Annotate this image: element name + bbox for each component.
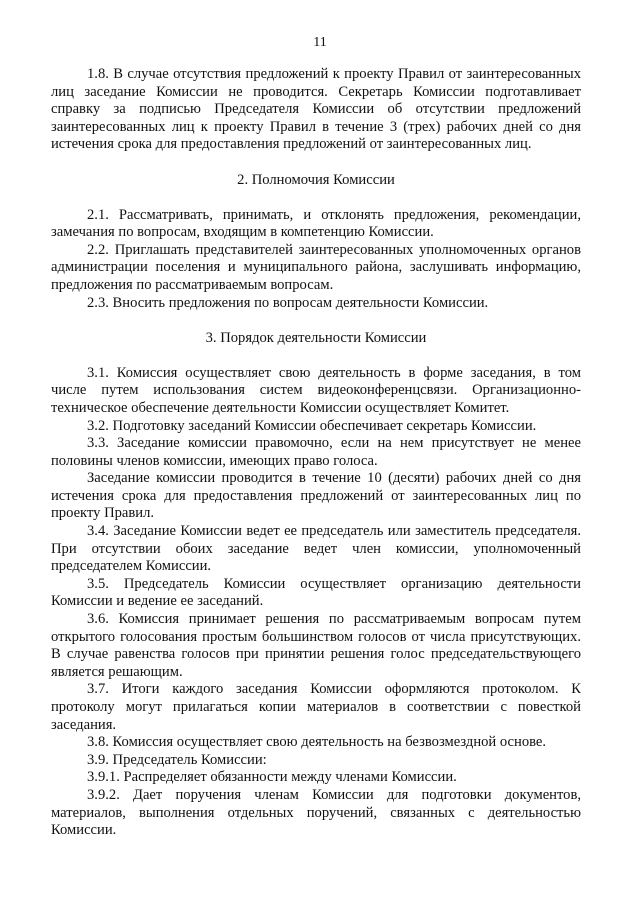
paragraph-3-4: 3.4. Заседание Комиссии ведет ее председатель или заместитель председателя. При отсутствии обоих заседание ведет член комиссии, уполномоченный председателем Комиссии. (51, 523, 581, 575)
paragraph-2-1: 2.1. Рассматривать, принимать, и отклонять предложения, рекомендации, замечания по вопросам, входящим в компетенцию Комиссии. (51, 206, 581, 241)
document-body (51, 66, 581, 840)
page-number: 11 (313, 35, 327, 50)
paragraph-2-3: 2.3. Вносить предложения по вопросам деятельности Комиссии. (87, 294, 489, 311)
section-heading-3: 3. Порядок деятельности Комиссии (205, 330, 427, 347)
paragraph-3-1: 3.1. Комиссия осуществляет свою деятельность в форме заседания, в том числе путем использования систем видеоконференцсвязи. Организационно-техническое обеспечение деятельности Комиссии осуществляет Комитет. (51, 364, 581, 416)
paragraph-3-3-meeting-term: Заседание комиссии проводится в течение 10 (десяти) рабочих дней со дня истечения срока для предоставления предложений от заинтересованных лиц по проекту Правил. (51, 470, 581, 522)
paragraph-3-9: 3.9. Председатель Комиссии: (87, 751, 267, 768)
paragraph-3-9-2: 3.9.2. Дает поручения членам Комиссии для подготовки документов, материалов, выполнения отдельных поручений, связанных с деятельностью Комиссии. (51, 786, 581, 839)
section-heading-2: 2. Полномочия Комиссии (237, 171, 395, 188)
paragraph-3-8: 3.8. Комиссия осуществляет свою деятельность на безвозмездной основе. (87, 734, 547, 751)
paragraph-2-2: 2.2. Приглашать представителей заинтересованных уполномоченных органов администрации поселения и муниципального района, заслушивать информацию, предложения по рассматриваемым вопросам. (51, 241, 581, 293)
paragraph-3-3: 3.3. Заседание комиссии правомочно, если на нем присутствует не менее половины членов комиссии, имеющих право голоса. (51, 435, 581, 469)
paragraph-1-8: 1.8. В случае отсутствия предложений к проекту Правил от заинтересованных лиц заседание Комиссии не проводится. Секретарь Комиссии подготавливает справку за подписью Председателя Комиссии об отсутствии предложений заинтересованных лиц к проекту Правил в течение 3 (трех) рабочих дней со дня истечения срока для предоставления предложений от заинтересованных лиц. (51, 66, 581, 153)
paragraph-3-2: 3.2. Подготовку заседаний Комиссии обеспечивает секретарь Комиссии. (87, 417, 537, 434)
paragraph-3-6: 3.6. Комиссия принимает решения по рассматриваемым вопросам путем открытого голосования простым большинством голосов от числа присутствующих. В случае равенства голосов при принятии решения голос председательствующего является решающим. (51, 611, 581, 680)
paragraph-3-5: 3.5. Председатель Комиссии осуществляет организацию деятельности Комиссии и ведение ее заседаний. (51, 575, 581, 610)
paragraph-3-9-1: 3.9.1. Распределяет обязанности между членами Комиссии. (87, 769, 457, 786)
paragraph-3-7: 3.7. Итоги каждого заседания Комиссии оформляются протоколом. К протоколу могут прилагаться копии материалов в соответствии с повесткой заседания. (51, 681, 581, 733)
